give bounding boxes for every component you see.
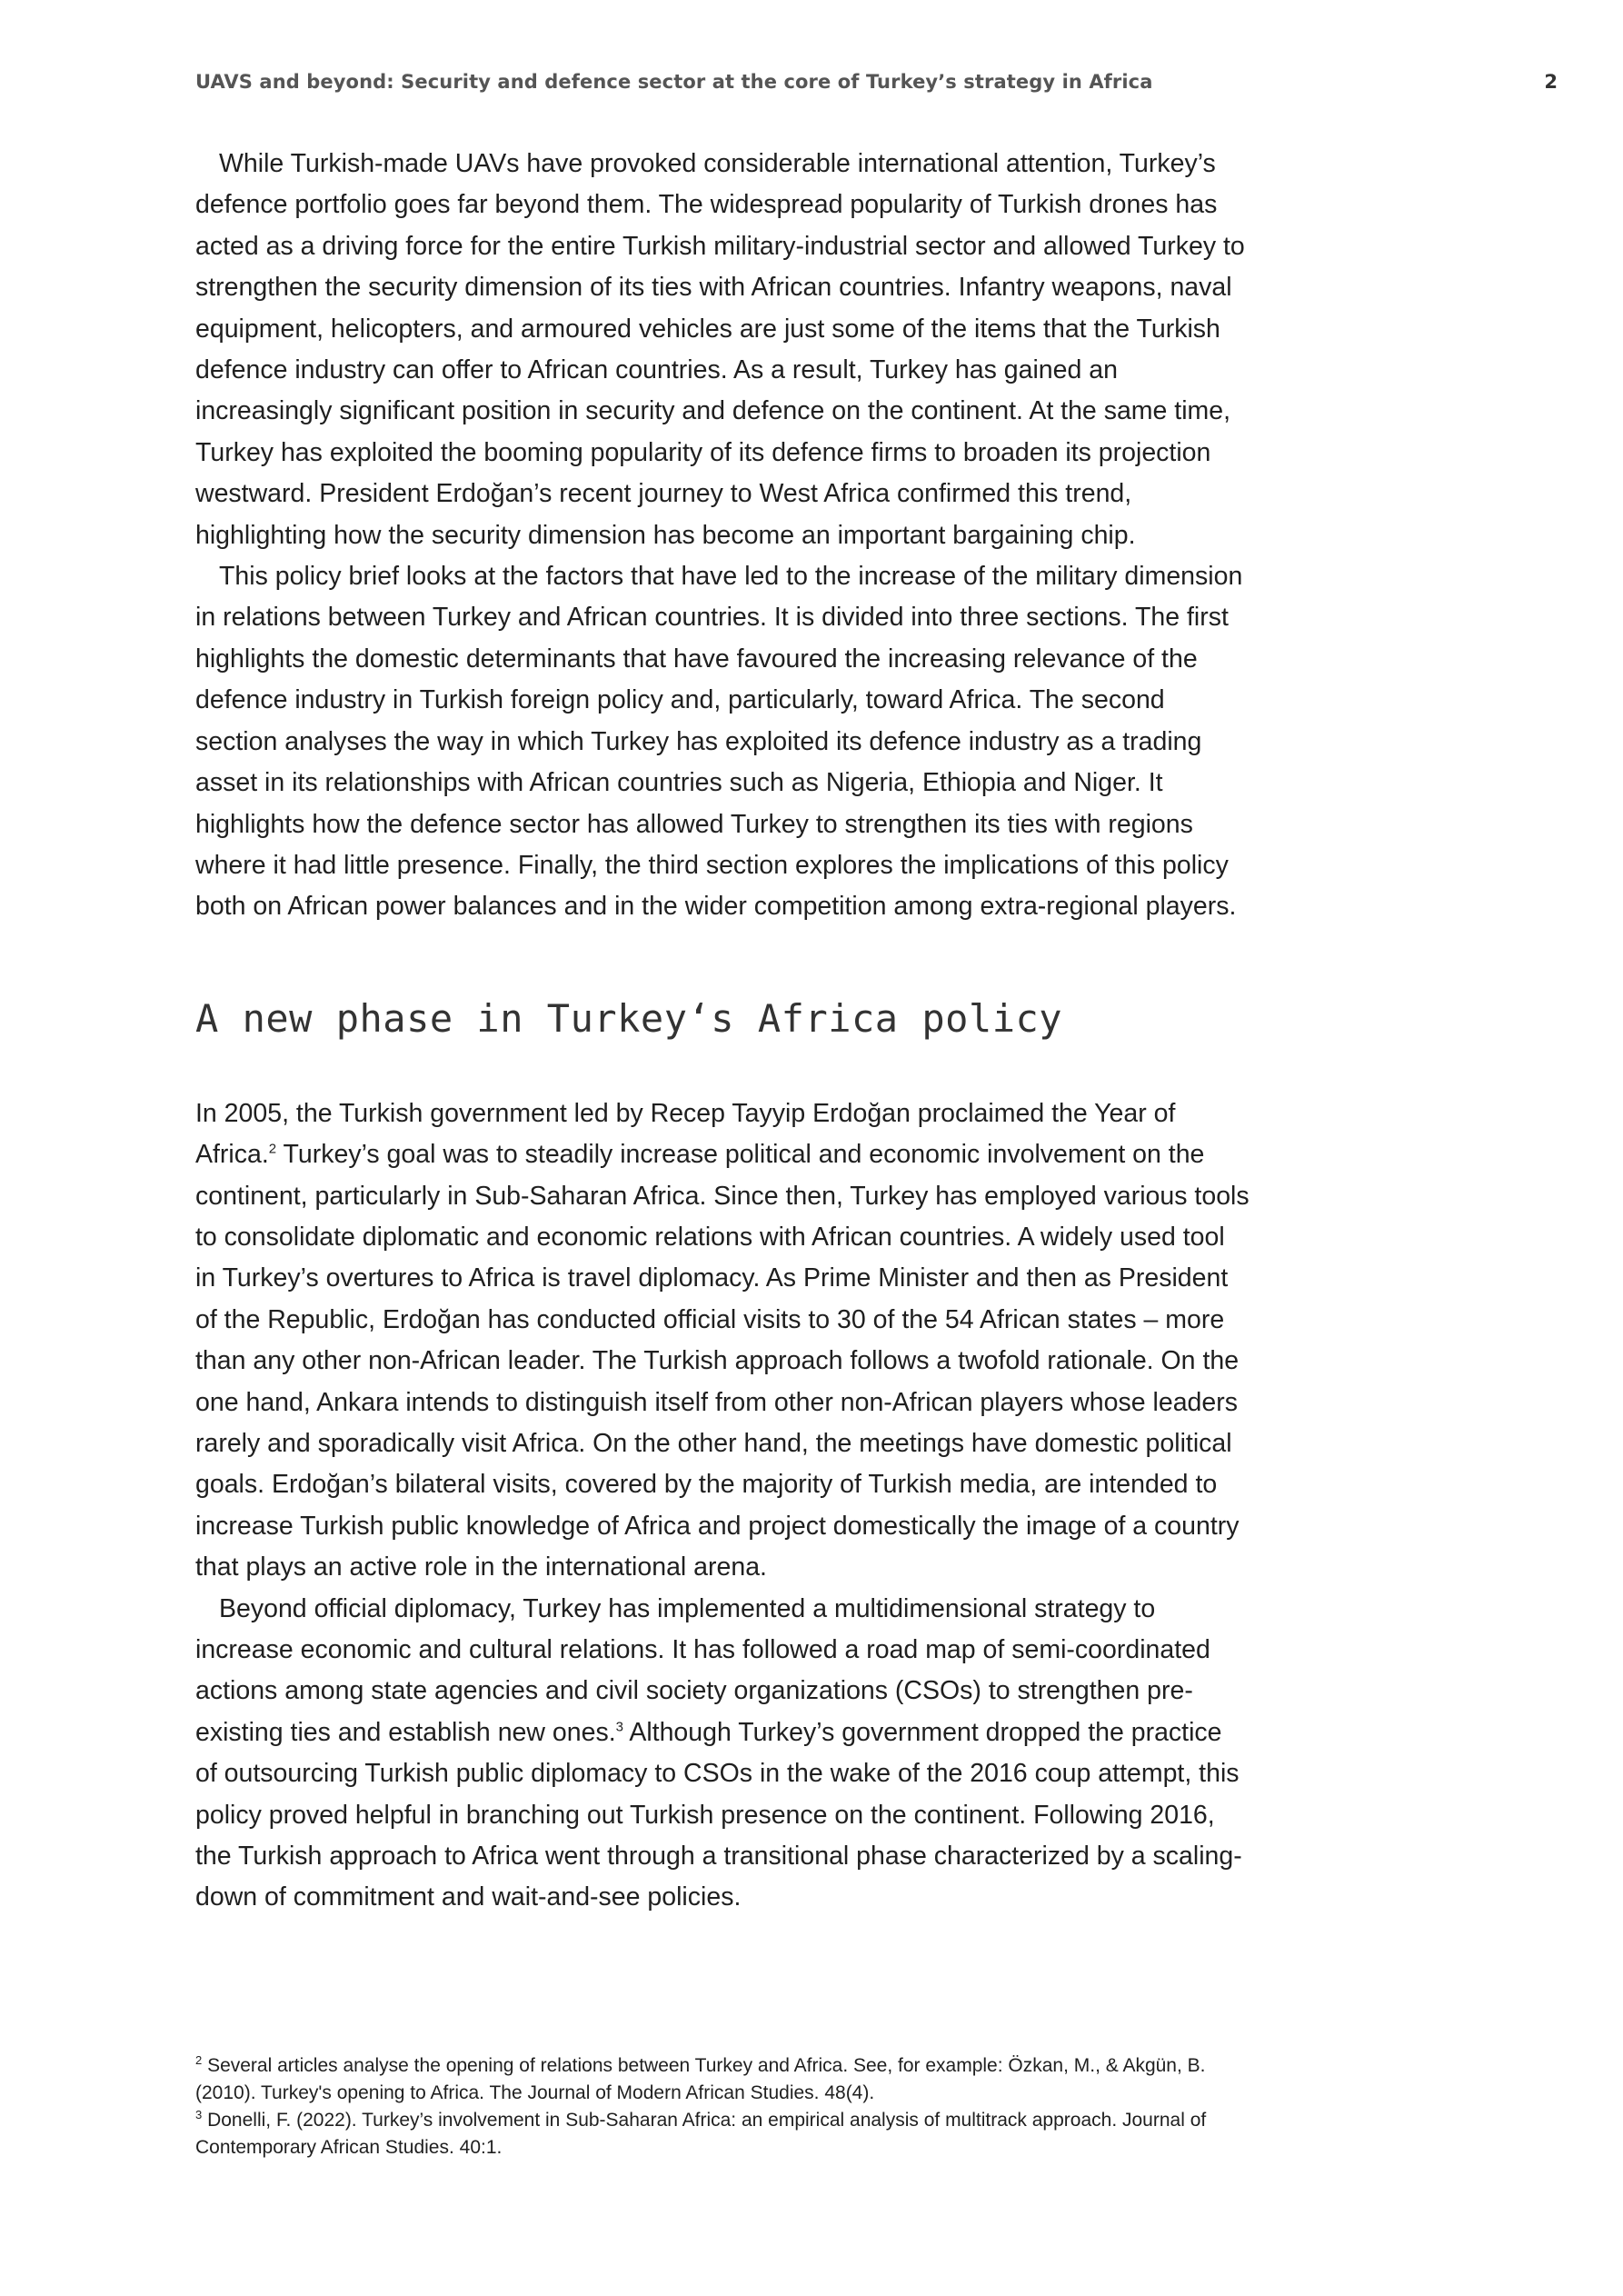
footnote-3: [195, 2107, 1259, 2161]
footnote-text-2: Several articles analyse the opening of relations between Turkey and Africa. See, for example: Özkan, M., & Akgün, B. (2010). Turkey's opening to Africa. The Journal of Modern African Studies. 48(4).: [195, 2055, 1206, 2103]
section-heading: A new phase in Turkey‘s Africa policy: [195, 995, 1063, 1041]
footnote-ref-2[interactable]: 2: [268, 1141, 277, 1157]
intro-paragraph-1: While Turkish-made UAVs have provoked considerable international attention, Turkey’s defence portfolio goes far beyond them. The widespread popularity of Turkish drones has acted as a driving force for the entire Turkish military-industrial sector and allowed Turkey to strengthen the security dimension of its ties with African countries. Infantry weapons, naval equipment, helicopters, and armoured vehicles are just some of the items that the Turkish defence industry can offer to African countries. As a result, Turkey has gained an increasingly significant position in security and defence on the continent. At the same time, Turkey has exploited the booming popularity of its defence firms to broaden its projection westward. President Erdoğan’s recent journey to West Africa confirmed this trend, highlighting how the security dimension has become an important bargaining chip.: [195, 149, 1245, 550]
footnotes: [195, 2052, 1259, 2161]
page-number: 2: [1544, 71, 1558, 93]
section-paragraph-1: [195, 1093, 1250, 1589]
intro-paragraph-2: This policy brief looks at the factors that have led to the increase of the military dimension in relations between Turkey and African countries. It is divided into three sections. The first highlights the domestic determinants that have favoured the increasing relevance of the defence industry in Turkish foreign policy and, particularly, toward Africa. The second section analyses the way in which Turkey has exploited its defence industry as a trading asset in its relationships with African countries such as Nigeria, Ethiopia and Niger. It highlights how the defence sector has allowed Turkey to strengthen its ties with regions where it had little presence. Finally, the third section explores the implications of this policy both on African power balances and in the wider competition among extra-regional players.: [195, 562, 1243, 922]
running-header: UAVS and beyond: Security and defence sector at the core of Turkey’s strategy in Africa: [195, 71, 1153, 93]
section-paragraph-2-text-a: Beyond official diplomacy, Turkey has implemented a multidimensional strategy to increase economic and cultural relations. It has followed a road map of semi-coordinated actions among state agencies and civil society organizations (CSOs) to strengthen pre-existing ties and establish new ones.: [195, 1593, 1210, 1747]
footnote-ref-3[interactable]: 3: [615, 1719, 623, 1735]
section-paragraph-1-text-b: Turkey’s goal was to steadily increase political and economic involvement on the continent, particularly in Sub-Saharan Africa. Since then, Turkey has employed various tools to consolidate diplomatic and economic relations with African countries. A widely used tool in Turkey’s overtures to Africa is travel diplomacy. As Prime Minister and then as President of the Republic, Erdoğan has conducted official visits to 30 of the 54 African states – more than any other non-African leader. The Turkish approach follows a twofold rationale. On the one hand, Ankara intends to distinguish itself from other non-African players whose leaders rarely and sporadically visit Africa. On the other hand, the meetings have domestic political goals. Erdoğan’s bilateral visits, covered by the majority of Turkish media, are intended to increase Turkish public knowledge of Africa and project domestically the image of a country that plays an active role in the international arena.: [195, 1140, 1250, 1582]
section-paragraph-2-text-b: Although Turkey’s government dropped the practice of outsourcing Turkish public diplomacy to CSOs in the wake of the 2016 coup attempt, this policy proved helpful in branching out Turkish presence on the continent. Following 2016, the Turkish approach to Africa went through a transitional phase characterized by a scaling-down of commitment and wait-and-see policies.: [195, 1717, 1242, 1912]
footnote-2: [195, 2052, 1259, 2107]
section-paragraph-1-text-a: In 2005, the Turkish government led by Recep Tayyip Erdoğan proclaimed the Year of Africa.: [195, 1098, 1176, 1170]
footnote-mark-2: 2: [195, 2053, 203, 2067]
footnote-mark-3: 3: [195, 2108, 203, 2121]
main-content: [195, 144, 1250, 1919]
section-paragraph-2: [195, 1589, 1250, 1919]
footnote-text-3: Donelli, F. (2022). Turkey’s involvement in Sub-Saharan Africa: an empirical analysis of multitrack approach. Journal of Contemporary African Studies. 40:1.: [195, 2110, 1207, 2158]
